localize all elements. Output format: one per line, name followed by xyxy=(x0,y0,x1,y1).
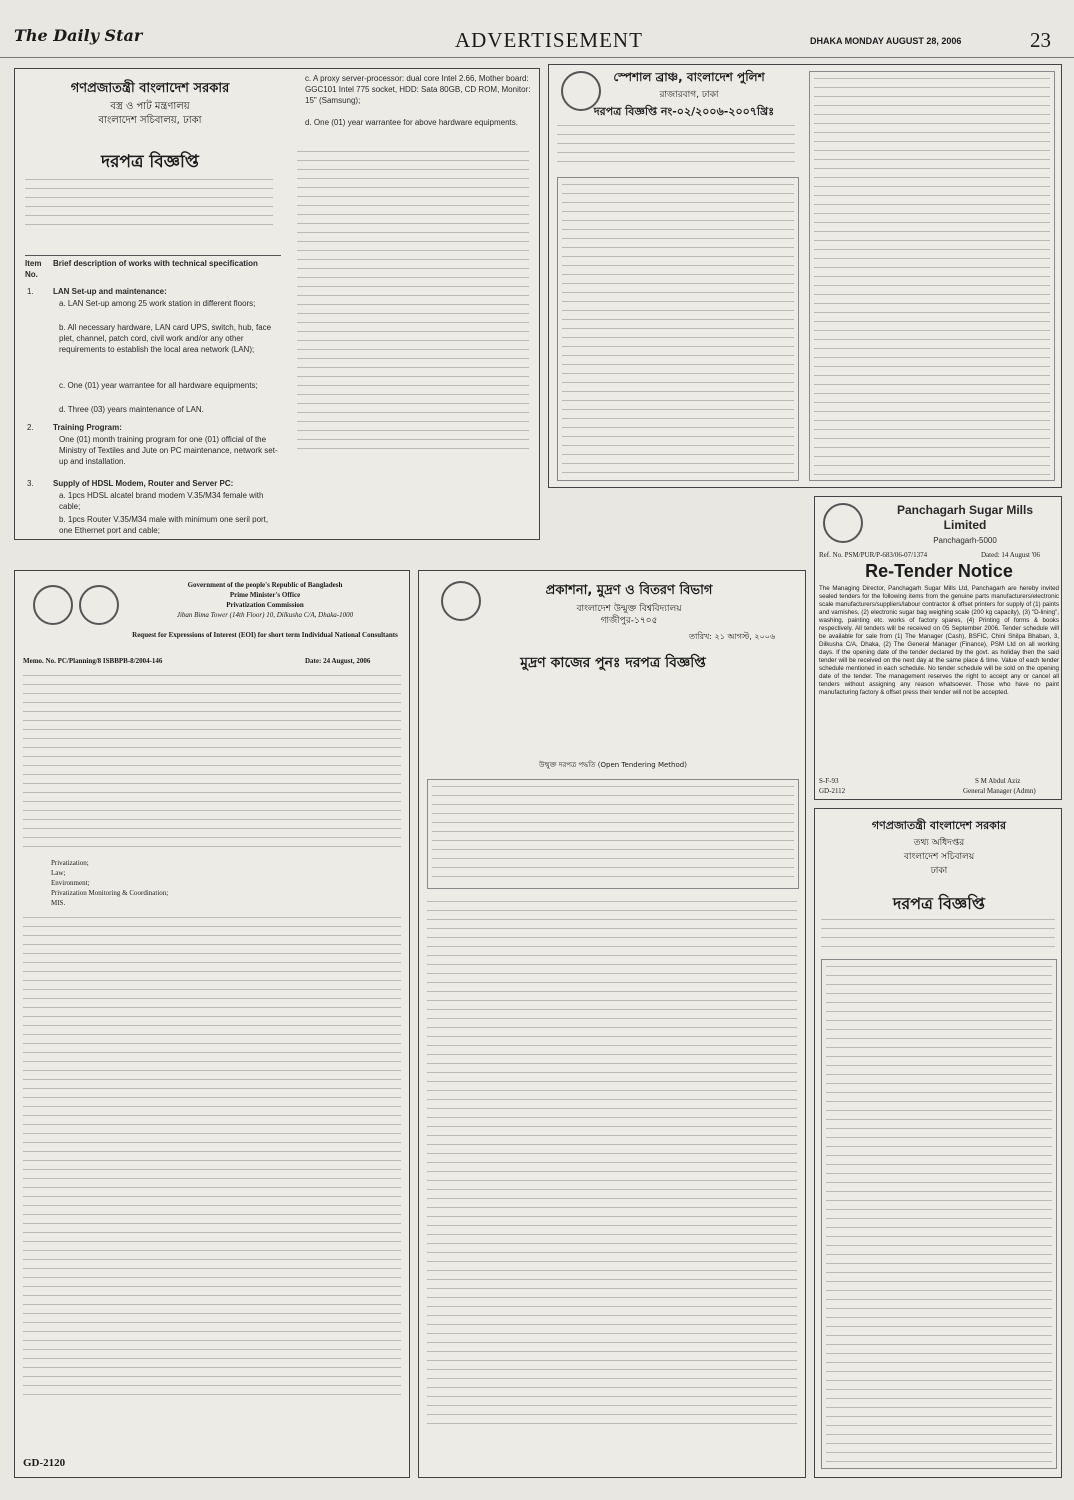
item-title: LAN Set-up and maintenance: xyxy=(53,287,167,296)
ad-jute-secretariat: বাংলাদেশ সচিবালয়, ঢাকা xyxy=(98,115,202,126)
print-schedule-table xyxy=(427,779,799,889)
priv-intro xyxy=(23,675,401,855)
info-title: দরপত্র বিজ্ঞপ্তি xyxy=(893,894,985,913)
police-title: স্পেশাল ব্রাঞ্চ, বাংলাদেশ পুলিশ xyxy=(613,70,765,84)
item-line: a. LAN Set-up among 25 work station in different floors; xyxy=(59,299,256,308)
item-line: c. A proxy server-processor: dual core Intel 2.66, Mother board: GGC101 Intel 775 socket, HDD: Sata 80GB, CD ROM, Monitor: 15" (Samsung); xyxy=(305,74,531,105)
ad-jute-conditions xyxy=(297,151,529,457)
newspaper-logo: The Daily Star xyxy=(14,26,143,45)
item-title: Training Program: xyxy=(53,423,122,432)
print-heading: মুদ্রণ কাজের পুনঃ দরপত্র বিজ্ঞপ্তি xyxy=(520,655,706,671)
ad-jute-intro xyxy=(25,179,273,233)
item-number: 2. xyxy=(27,423,34,432)
service-item: Environment; xyxy=(51,879,90,887)
priv-body xyxy=(23,917,401,1403)
sugar-body: The Managing Director, Panchagarh Sugar Mills Ltd, Panchagarh are hereby invited sealed tenders for the following items from the genuine parts manufacturers/electronic scale manufacturers/suppliers/labour contractor & offset printers for supply of (1) paints and varnishes, (2) electronic sugar bag weighing scale (200 kg capacity), (3) "D-lining", washing, painting etc. works of factory spares, (4) Printing of forms & books respectively. All tenders will be received on 05 September 2006. Tender schedule will be available for sale from (1) The Manager (Cash), BSFIC, Chini Shilpa Bhaban, 3, Dilkusha C/A, Dhaka, (2) The General Manager (Finance), PSM Ltd on all working days. If the opening date of the tender declared by the govt. as holiday then the said tender will be received on the next day at the same place & time. Value of each tender schedule mentioned in each schedule. No tender schedule will be sold on the opening date of the tender. The management reserves the right to accept any or cancel all tenders without assigning any reason whatsoever. Those who have no paint manufacturing factory & offset press their tender will not be accepted. xyxy=(819,585,1059,696)
print-conditions xyxy=(427,901,797,1432)
priv-gov: Government of the people's Republic of Bangladesh xyxy=(187,581,343,589)
ad-printing-division xyxy=(418,570,806,1478)
item-line: d. Three (03) years maintenance of LAN. xyxy=(59,405,204,414)
ad-jute-ministry-name: বস্ত্র ও পাট মন্ত্রণালয় xyxy=(110,101,190,112)
item-title: Supply of HDSL Modem, Router and Server PC: xyxy=(53,479,234,488)
ad-jute-spec-table xyxy=(25,255,281,535)
police-notice: দরপত্র বিজ্ঞপ্তি নং-০২/২০০৬-২০০৭খ্রিঃ xyxy=(593,105,775,118)
item-line: b. 1pcs Router V.35/M34 male with minimum one seril port, one Ethernet port and cable; xyxy=(59,515,269,535)
ad-panchagarh-sugar xyxy=(814,496,1062,800)
col-item-no: Item No. xyxy=(25,259,42,279)
bangladesh-seal-icon xyxy=(33,585,73,625)
sugar-code-left: S-F-93 xyxy=(819,777,839,785)
police-sub: রাজারবাগ, ঢাকা xyxy=(659,90,719,100)
sugar-company: Panchagarh Sugar Mills Limited xyxy=(896,503,1034,532)
service-item: Privatization; xyxy=(51,859,89,867)
priv-request: Request for Expressions of Interest (EOI) for short term Individual National Consultants xyxy=(132,631,398,639)
section-title: ADVERTISEMENT xyxy=(455,28,643,52)
sugar-signer-title: General Manager (Admn) xyxy=(963,787,1036,795)
priv-commission: Privatization Commission xyxy=(226,601,304,609)
info-intro xyxy=(821,919,1055,955)
item-line: c. One (01) year warrantee for all hardware equipments; xyxy=(59,381,258,390)
info-dept: তথ্য অধিদপ্তর xyxy=(913,838,965,848)
priv-address: Jiban Bima Tower (14th Floor) 10, Dilkusha C/A, Dhaka-1000 xyxy=(176,611,354,619)
ad-special-branch xyxy=(548,64,1062,488)
sugar-dated: Dated: 14 August '06 xyxy=(981,551,1041,559)
print-method: উন্মুক্ত দরপত্র পদ্ধতি (Open Tendering Method) xyxy=(539,761,687,769)
service-item: Privatization Monitoring & Coordination; xyxy=(51,889,169,897)
sugar-signer: S M Abdul Aziz xyxy=(975,777,1021,785)
ad-jute-ministry xyxy=(14,68,540,540)
bsfic-logo-icon xyxy=(823,503,863,543)
sugar-code-left2: GD-2112 xyxy=(819,787,846,795)
ad-jute-title: দরপত্র বিজ্ঞপ্তি xyxy=(101,152,199,172)
item-line: One (01) month training program for one (01) official of the Ministry of Textiles and Jute on PC maintenance, network set-up and installation. xyxy=(59,435,278,466)
priv-code: GD-2120 xyxy=(23,1457,66,1469)
ad-information-dept xyxy=(814,808,1062,1478)
page-number: 23 xyxy=(1030,28,1051,52)
university-logo-icon xyxy=(441,581,481,621)
item-number: 1. xyxy=(27,287,34,296)
priv-date: Date: 24 August, 2006 xyxy=(305,657,371,665)
item-line: d. One (01) year warrantee for above hardware equipments. xyxy=(305,118,519,127)
privatization-logo-icon xyxy=(79,585,119,625)
info-place: বাংলাদেশ সচিবালয় xyxy=(903,852,975,862)
info-gov: গণপ্রজাতন্ত্রী বাংলাদেশ সরকার xyxy=(871,819,1007,832)
info-table xyxy=(821,959,1057,1469)
police-table-left xyxy=(557,177,799,481)
ad-jute-gov: গণপ্রজাতন্ত্রী বাংলাদেশ সরকার xyxy=(70,81,230,96)
service-item: MIS. xyxy=(51,899,66,907)
item-number: 3. xyxy=(27,479,34,488)
sugar-title: Re-Tender Notice xyxy=(865,561,1013,581)
print-univ: বাংলাদেশ উন্মুক্ত বিশ্ববিদ্যালয় xyxy=(576,604,682,614)
sugar-ref: Ref. No. PSM/PUR/P-683/06-07/1374 xyxy=(819,551,928,559)
print-place: গাজীপুর-১৭০৫ xyxy=(600,616,658,626)
service-item: Law; xyxy=(51,869,66,877)
police-intro xyxy=(557,125,795,170)
item-line: a. 1pcs HDSL alcatel brand modem V.35/M34 female with cable; xyxy=(59,491,264,511)
priv-memo: Memo. No. PC/Planning/8 ISBBPB-8/2004-146 xyxy=(23,657,163,665)
info-city: ঢাকা xyxy=(930,866,948,876)
ad-privatization-commission xyxy=(14,570,410,1478)
item-line: b. All necessary hardware, LAN card UPS, switch, hub, face plet, channel, patch cord, civil work and/or any other requirements to establish the local area network (LAN); xyxy=(59,323,272,354)
priv-office: Prime Minister's Office xyxy=(229,591,301,599)
dateline: DHAKA MONDAY AUGUST 28, 2006 xyxy=(810,36,962,46)
sugar-address: Panchagarh-5000 xyxy=(933,536,997,545)
print-date: তারিখ: ২১ আগস্ট, ২০০৬ xyxy=(689,632,776,641)
print-title: প্রকাশনা, মুদ্রণ ও বিতরণ বিভাগ xyxy=(545,583,713,598)
col-description: Brief description of works with technical specification xyxy=(53,259,258,268)
police-table-right xyxy=(809,71,1055,481)
